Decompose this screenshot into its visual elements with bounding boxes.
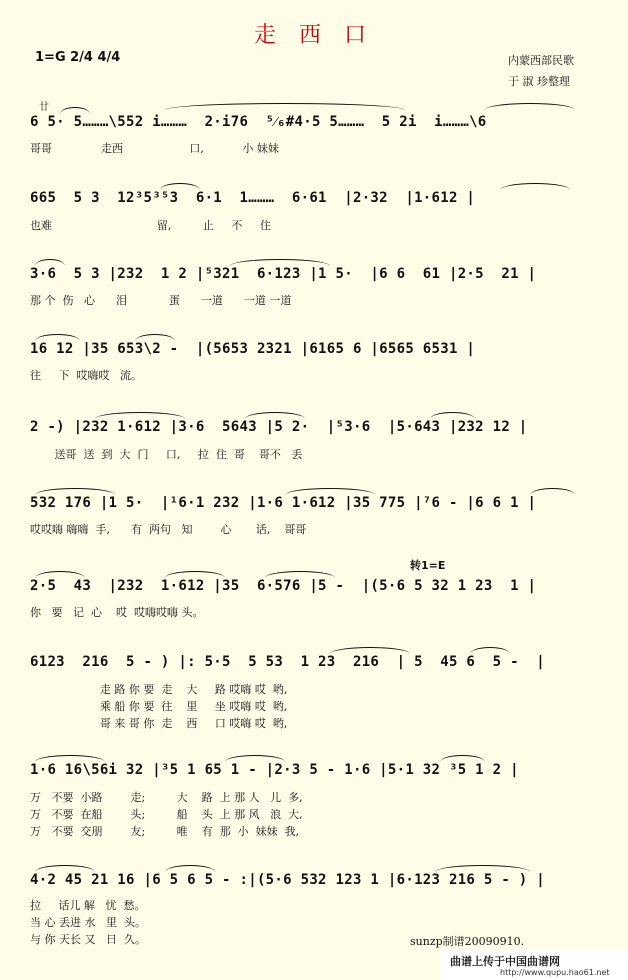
slur xyxy=(165,103,405,110)
slur xyxy=(95,412,185,419)
lyric-line: 哥哥 走西 口, 小 妹妹 xyxy=(30,142,279,155)
lyric-line: 往 下 哎嗨哎 流。 xyxy=(30,369,142,382)
slur xyxy=(435,865,530,872)
notation-line: 4·2 45 21 16 |6 5 6 5 - :|(5·6 532 123 1 |6·123 216 5 - ) | xyxy=(30,872,545,888)
notation-line: 6 5· 5………\552 i……… 2·i76 ⁵⁄₆#4·5 5……… 5 2i i………\6 xyxy=(30,114,487,130)
lyric-line: 与 你 天长 又 日 久。 xyxy=(30,933,146,946)
lyric-line: 也难 留, 止 不 住 xyxy=(30,219,271,232)
slur xyxy=(485,103,575,110)
lyric-line: 乘 船 你 要 往 里 坐 哎嗨 哎 哟, xyxy=(30,700,288,713)
lyric-line: 万 不要 在船 头; 船 头 上 那 风 浪 大, xyxy=(30,808,303,821)
slur xyxy=(35,865,95,872)
slur xyxy=(230,259,330,266)
slur xyxy=(430,412,475,419)
slur xyxy=(225,755,285,762)
slur xyxy=(35,334,80,341)
lyric-line: 拉 话儿 解 忧 愁。 xyxy=(30,899,146,912)
song-origin: 内蒙西部民歌 xyxy=(508,54,574,67)
arranger: 于 淑 珍整理 xyxy=(508,75,570,88)
credit-text: sunzp制谱20090910. xyxy=(410,935,525,948)
lyric-line: 走 路 你 要 走 大 路 哎嗨 哎 哟, xyxy=(30,683,288,696)
notation-line: 2·5 43 |232 1·612 |35 6·576 |5 - |(5·6 5 32 1 23 1 | xyxy=(30,578,537,594)
slur xyxy=(285,488,375,495)
lyric-line: 万 不要 交朋 友; 唯 有 那 小 妹妹 我, xyxy=(30,825,300,838)
lyric-line: 你 要 记 心 哎 哎嗨哎嗨 头。 xyxy=(30,606,204,619)
slur xyxy=(265,571,335,578)
notation-line: 16 12 |35 653\2 - |(5653 2321 |6165 6 |6565 6531 | xyxy=(30,341,476,357)
notation-line: 2 -) |232 1·612 |3·6 5643 |5 2· |⁵3·6 |5·643 |232 12 | xyxy=(30,419,528,435)
lyric-line: 哎哎嗨 嗨嗨 手, 有 两句 知 心 话, 哥哥 xyxy=(30,523,307,536)
lyric-line: 那 个 伤 心 泪 蛋 一道 一道 一道 xyxy=(30,294,292,307)
lyric-line: 当 心 丢进 水 里 头。 xyxy=(30,916,146,929)
notation-line: 6123 216 5 - ) |: 5·5 5 53 1 23 216 | 5 45 6 5 - | xyxy=(30,654,545,670)
key-signature: 1=G 2/4 4/4 xyxy=(35,50,121,65)
slur xyxy=(135,334,175,341)
slur xyxy=(500,183,570,190)
slur xyxy=(35,488,115,495)
notation-line: 1·6 16\56i 32 |³5 1 65 1 - |2·3 5 - 1·6 |5·1 32 ³5 1 2 | xyxy=(30,762,519,778)
footer-url[interactable]: http://www.qupu.hao61.net xyxy=(500,968,610,977)
notation-line: 3·6 5 3 |232 1 2 |⁵321 6·123 |1 5· |6 6 61 |2·5 21 | xyxy=(30,266,537,282)
slur xyxy=(35,571,85,578)
key-change: 转1=E xyxy=(410,559,446,572)
slur xyxy=(160,183,200,190)
song-title: 走 西 口 xyxy=(254,23,374,48)
notation-line: 665 5 3 12³5³⁵3 6·1 1……… 6·61 |2·32 |1·612 | xyxy=(30,190,476,206)
slur xyxy=(330,647,410,654)
slur xyxy=(165,865,215,872)
slur xyxy=(245,412,305,419)
slur xyxy=(35,259,65,266)
slur xyxy=(470,647,510,654)
lyric-line: 送哥 送 到 大 门 口, 拉 住 哥 哥不 丢 xyxy=(30,448,303,461)
tempo-mark: 廿 xyxy=(39,102,49,113)
footer-site-name: 曲谱上传于中国曲谱网 xyxy=(450,955,560,968)
slur xyxy=(530,488,575,495)
slur xyxy=(165,571,225,578)
notation-line: 532 176 |1 5· |¹6·1 232 |1·6 1·612 |35 775 |⁷6 - |6 6 1 | xyxy=(30,495,537,511)
slur xyxy=(35,755,105,762)
lyric-line: 哥 来 哥 你 走 西 口 哎嗨 哎 哟, xyxy=(30,717,288,730)
lyric-line: 万 不要 小路 走; 大 路 上 那 人 儿 多, xyxy=(30,791,303,804)
slur xyxy=(440,755,485,762)
slur xyxy=(60,107,90,114)
